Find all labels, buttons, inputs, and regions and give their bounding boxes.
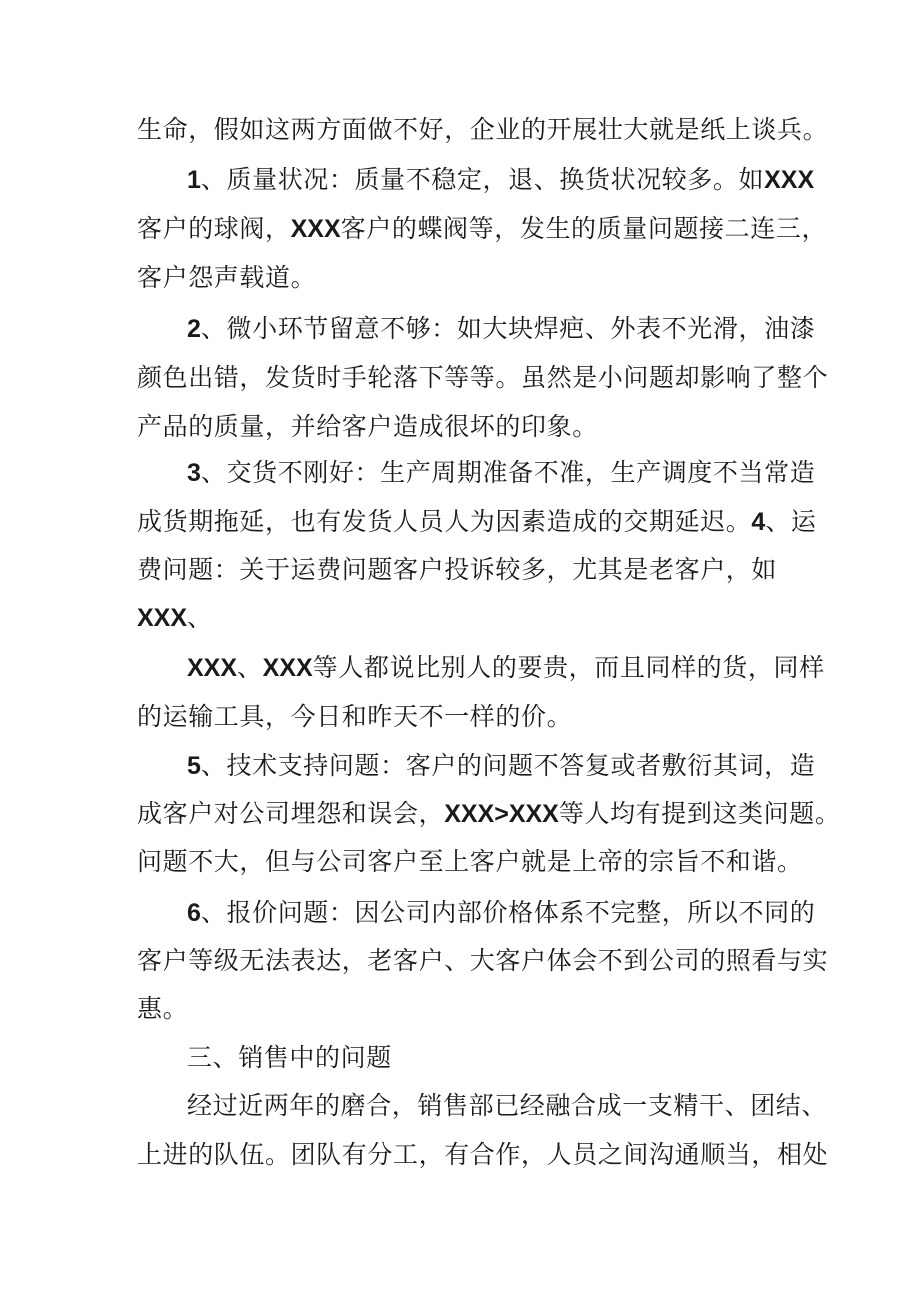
paragraph-line: 客户等级无法表达，老客户、大客户体会不到公司的照看与实 <box>137 946 829 975</box>
paragraph-line: XXX、 <box>137 603 213 632</box>
section-heading: 三、销售中的问题 <box>187 1043 392 1072</box>
paragraph-line: 产品的质量，并给客户造成很坏的印象。 <box>137 412 598 441</box>
paragraph-line: 成客户对公司埋怨和误会，XXX>XXX等人均有提到这类问题。 <box>137 799 841 828</box>
paragraph-line: 2、微小环节留意不够：如大块焊疤、外表不光滑，油漆 <box>187 314 816 343</box>
paragraph-line: 成货期拖延，也有发货人员人为因素造成的交期延迟。4、运 <box>137 507 817 536</box>
paragraph-line: 生命，假如这两方面做不好，企业的开展壮大就是纸上谈兵。 <box>137 115 829 144</box>
paragraph-line: 的运输工具，今日和昨天不一样的价。 <box>137 702 573 731</box>
paragraph-line: 问题不大，但与公司客户至上客户就是上帝的宗旨不和谐。 <box>137 847 803 876</box>
paragraph-line: 上进的队伍。团队有分工，有合作，人员之间沟通顺当，相处 <box>137 1140 829 1169</box>
paragraph-line: XXX、XXX等人都说比别人的要贵，而且同样的货，同样 <box>187 653 825 682</box>
paragraph-line: 1、质量状况：质量不稳定，退、换货状况较多。如XXX <box>187 165 815 194</box>
paragraph-line: 6、报价问题：因公司内部价格体系不完整，所以不同的 <box>187 898 816 927</box>
paragraph-line: 经过近两年的磨合，销售部已经融合成一支精干、团结、 <box>187 1091 828 1120</box>
paragraph-line: 费问题：关于运费问题客户投诉较多，尤其是老客户，如 <box>137 555 778 584</box>
paragraph-line: 3、交货不刚好：生产周期准备不准，生产调度不当常造 <box>187 458 816 487</box>
paragraph-line: 客户的球阀，XXX客户的蝶阀等，发生的质量问题接二连三， <box>137 214 828 243</box>
paragraph-line: 客户怨声载道。 <box>137 263 317 292</box>
paragraph-line: 惠。 <box>137 994 189 1023</box>
paragraph-line: 5、技术支持问题：客户的问题不答复或者敷衍其词，造 <box>187 751 816 780</box>
paragraph-line: 颜色出错，发货时手轮落下等等。虽然是小问题却影响了整个 <box>137 363 829 392</box>
